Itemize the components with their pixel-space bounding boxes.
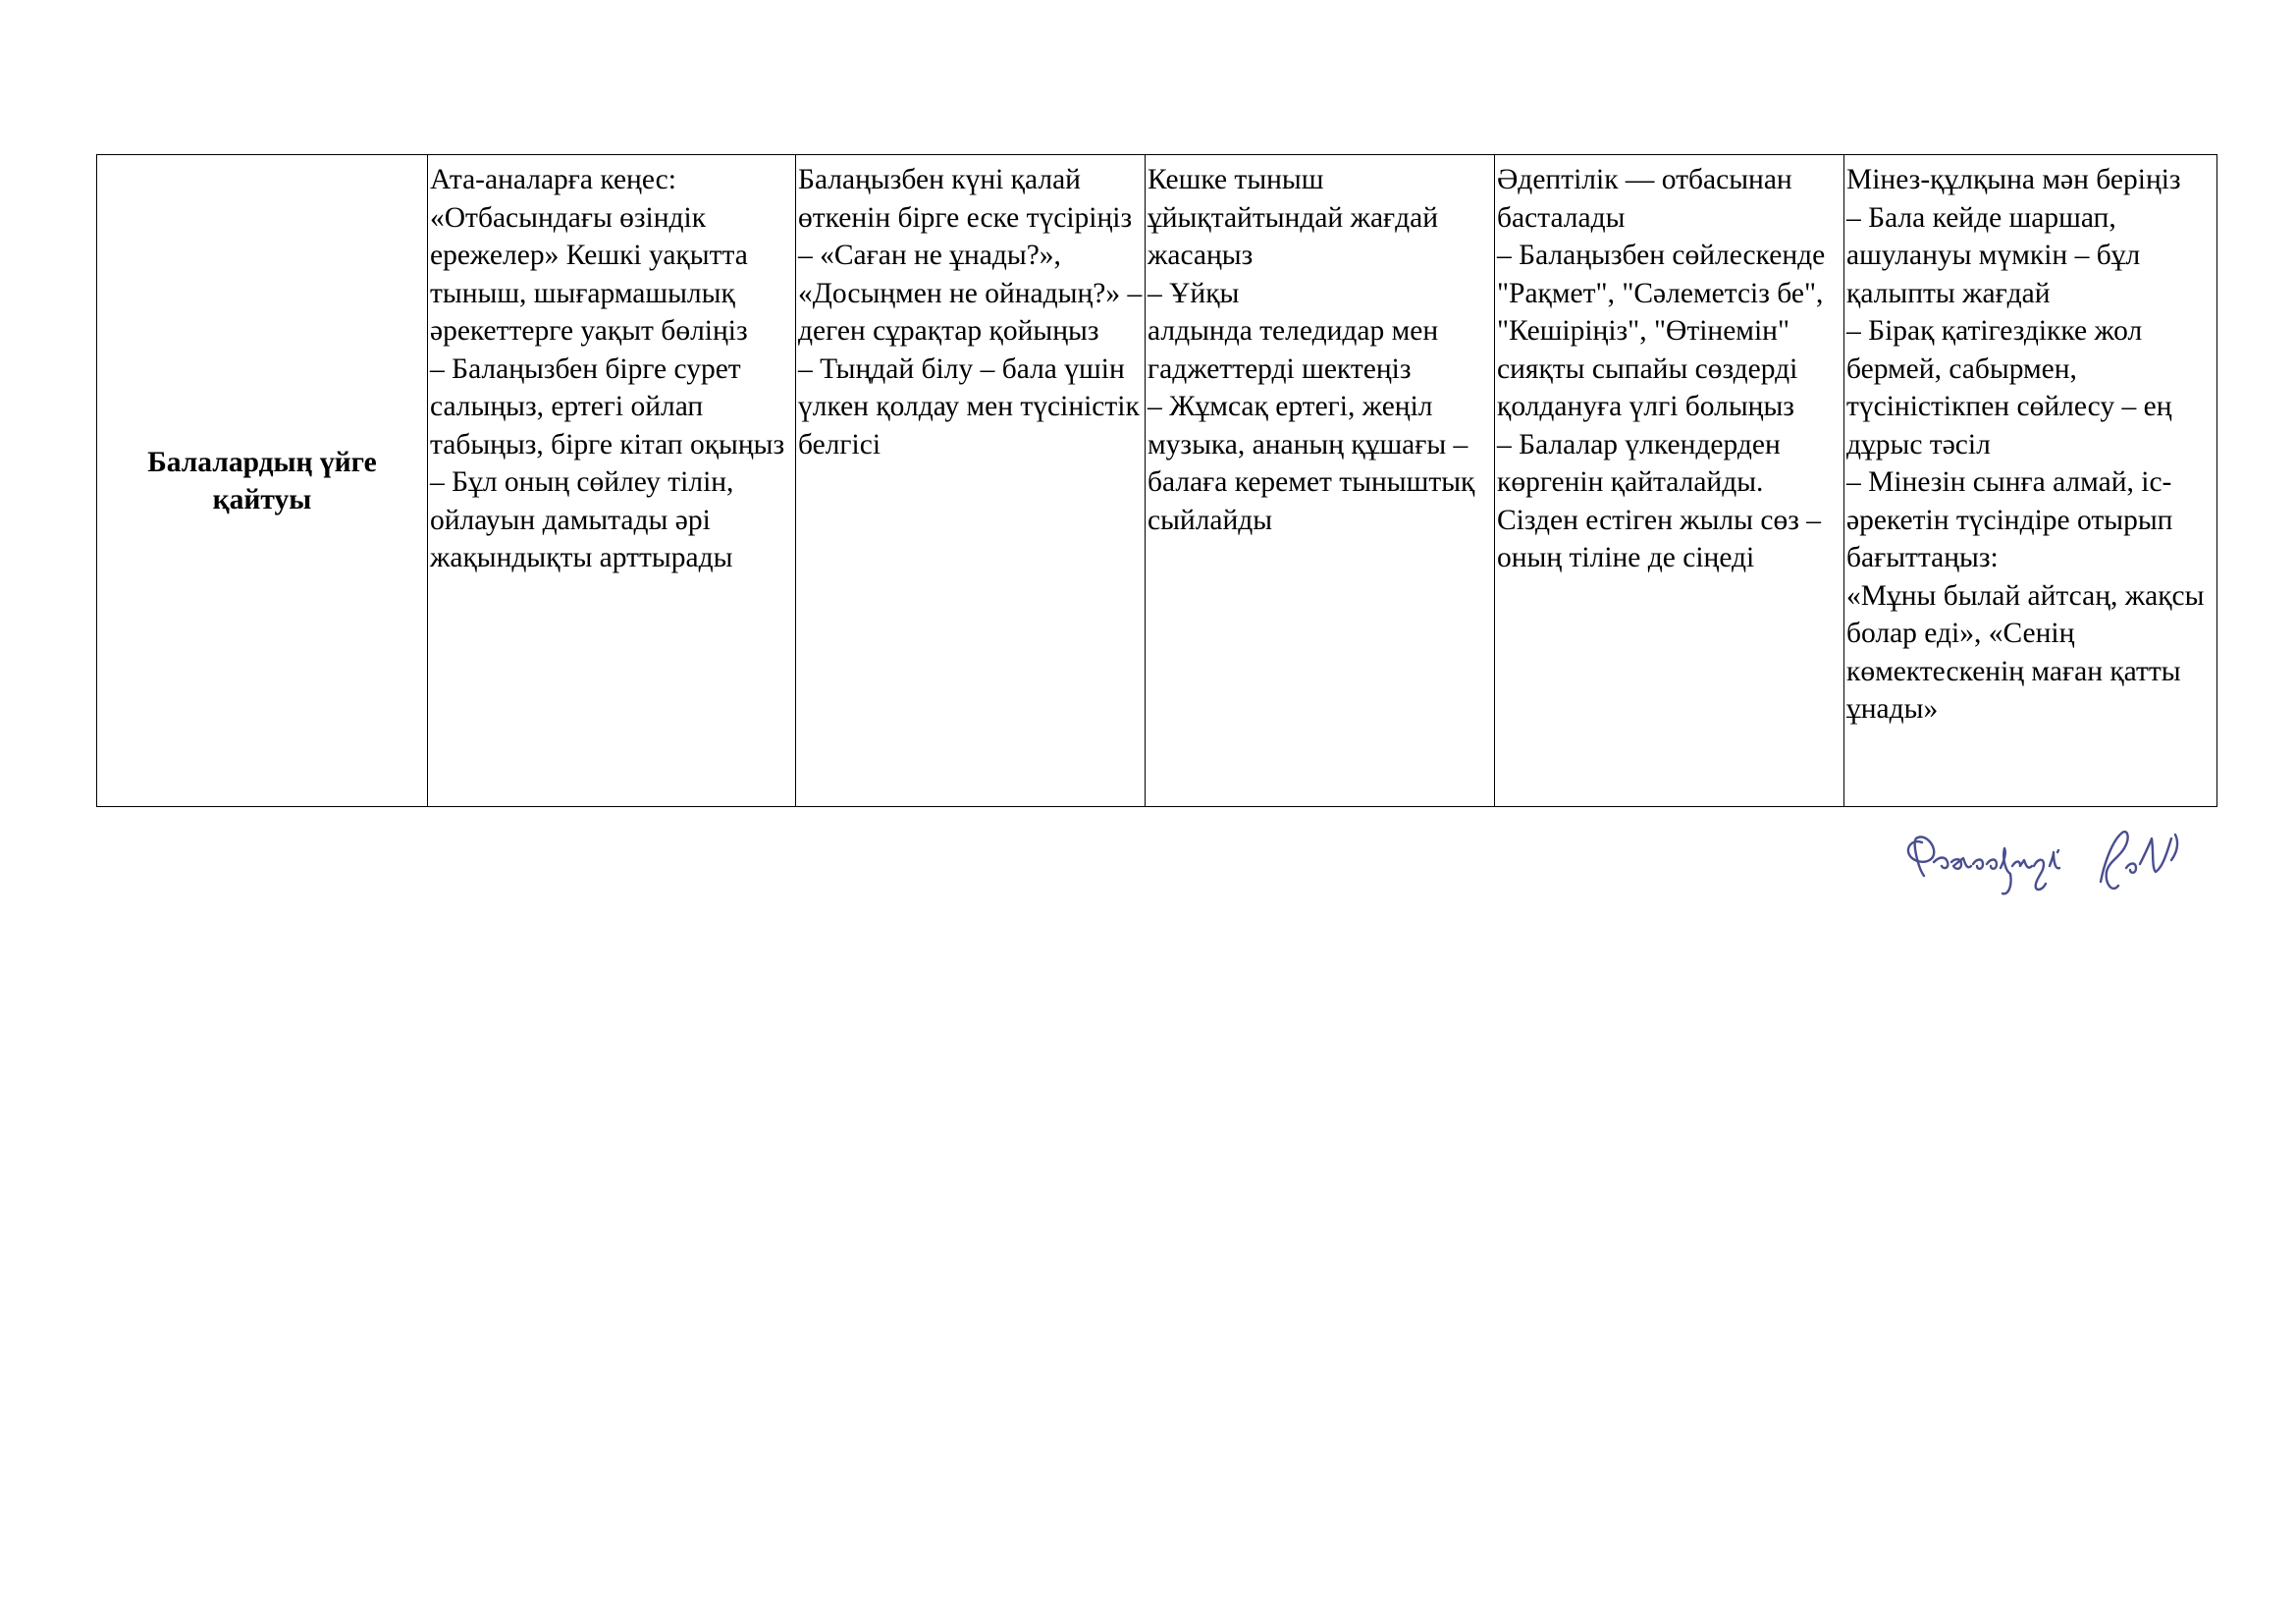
row-header-cell: Балалардың үйге қайтуы [97,155,428,807]
table-cell-evening-sleep: Кешке тыныш ұйықтайтындай жағдай жасаңыз – Ұйқы алдында теледидар мен гаджеттерді шектеңіз – Жұмсақ ертегі, жеңіл музыка, ананың құшағы – балаға керемет тыныштық сыйлайды [1146,155,1495,807]
signature-icon [1895,813,2218,921]
activity-table [96,154,2217,807]
table-cell-politeness: Әдептілік — отбасынан басталады – Балаңызбен сөйлескенде "Рақмет", "Сәлеметсіз бе", "Кешіріңіз", "Өтінемін" сияқты сыпайы сөздерді қолдануға үлгі болыңыз – Балалар үлкендерден көргенін қайталайды. Сізден естіген жылы сөз – оның тіліне де сіңеді [1495,155,1844,807]
handwritten-signature [1895,813,2218,921]
table-row [97,155,2217,807]
table-cell-parents-advice: Ата-аналарға кеңес: «Отбасындағы өзіндік ережелер» Кешкі уақытта тыныш, шығармашылық әрекеттерге уақыт бөліңіз – Балаңызбен бірге сурет салыңыз, ертегі ойлап табыңыз, бірге кітап оқыңыз – Бұл оның сөйлеу тілін, ойлауын дамытады әрі жақындықты арттырады [428,155,796,807]
table-cell-behavior: Мінез-құлқына мән беріңіз – Бала кейде шаршап, ашулануы мүмкін – бұл қалыпты жағдай – Бірақ қатігездікке жол бермей, сабырмен, түсіністікпен сөйлесу – ең дұрыс тәсіл – Мінезін сынға алмай, іс-әрекетін түсіндіре отырып бағыттаңыз: «Мұны былай айтсаң, жақсы болар еді», «Сенің көмектескенің маған қатты ұнады» [1844,155,2217,807]
table-cell-day-recall: Балаңызбен күні қалай өткенін бірге еске түсіріңіз – «Саған не ұнады?», «Досыңмен не ойнадың?» – деген сұрақтар қойыңыз – Тыңдай білу – бала үшін үлкен қолдау мен түсіністік белгісі [796,155,1146,807]
